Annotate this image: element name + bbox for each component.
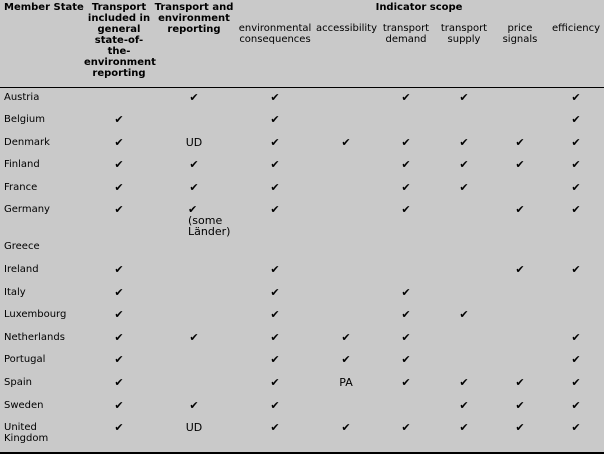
eff-cell: ✔: [571, 113, 581, 127]
transport-soe-header: Transport included in general state-of-the-environment reporting: [84, 2, 156, 79]
table-row: [0, 200, 604, 237]
dem-cell: ✔: [401, 135, 411, 149]
env-cell: ✔: [270, 135, 280, 149]
table-row: [0, 133, 604, 156]
eff-cell: ✔: [571, 330, 581, 344]
ter-cell: ✔: [189, 330, 199, 344]
member-state-cell: Denmark: [4, 136, 50, 148]
price-cell: [492, 88, 548, 111]
sup-cell: ✔: [459, 421, 469, 435]
dem-cell: ✔: [401, 421, 411, 435]
sup-cell: [436, 350, 492, 373]
eff-cell: ✔: [571, 376, 581, 390]
acc-cell: ✔: [341, 353, 351, 367]
acc-cell: [316, 260, 376, 283]
sup-cell: ✔: [459, 180, 469, 194]
ter-cell: ✔: [189, 91, 199, 104]
acc-cell: [316, 396, 376, 419]
table-row: [0, 328, 604, 351]
table-row: [0, 110, 604, 133]
dem-cell: ✔: [401, 353, 411, 367]
member-state-cell: Sweden: [4, 399, 44, 411]
eff-cell: ✔: [571, 91, 581, 104]
price-cell: [492, 283, 548, 306]
soe-cell: ✔: [114, 398, 124, 412]
table-row: [0, 305, 604, 328]
soe-cell: ✔: [114, 308, 124, 322]
env-cell: ✔: [270, 180, 280, 194]
soe-cell: [84, 237, 154, 260]
eff-cell: ✔: [571, 263, 581, 277]
member-state-cell: Netherlands: [4, 331, 65, 343]
acc-cell: [316, 155, 376, 178]
sup-cell: [436, 110, 492, 133]
env-cell: ✔: [270, 308, 280, 322]
member-state-cell: Germany: [4, 204, 50, 216]
dem-cell: ✔: [401, 180, 411, 194]
dem-cell: [376, 260, 436, 283]
table-header: [0, 0, 604, 88]
eff-cell: ✔: [571, 158, 581, 172]
ter-cell: [154, 110, 234, 133]
price-cell: [492, 178, 548, 201]
acc-cell: [316, 305, 376, 328]
env-cell: ✔: [270, 353, 280, 367]
price-cell: ✔: [515, 203, 525, 217]
env-cell: ✔: [270, 263, 280, 277]
sup-cell: [436, 237, 492, 260]
sup-cell: [436, 328, 492, 351]
price-cell: ✔: [515, 421, 525, 435]
soe-cell: ✔: [114, 263, 124, 277]
ter-cell: ✔: [189, 158, 199, 172]
member-state-header: Member State: [4, 2, 84, 13]
member-state-cell: Austria: [4, 92, 40, 103]
eff-cell: ✔: [571, 398, 581, 412]
transport-env-header: Transport and environment reporting: [154, 2, 234, 35]
ter-cell: [154, 373, 234, 396]
acc-cell: [316, 88, 376, 111]
price-cell: ✔: [515, 135, 525, 149]
acc-cell: [316, 178, 376, 201]
sup-cell: ✔: [459, 308, 469, 322]
eff-cell: ✔: [571, 203, 581, 217]
soe-cell: ✔: [114, 113, 124, 127]
member-state-cell: Greece: [4, 241, 40, 253]
env-cell: ✔: [270, 158, 280, 172]
soe-cell: ✔: [114, 285, 124, 299]
ter-cell: [154, 350, 234, 373]
soe-cell: ✔: [114, 376, 124, 390]
member-state-cell: Spain: [4, 377, 32, 389]
acc-cell: [316, 237, 376, 260]
soe-cell: ✔: [114, 135, 124, 149]
dem-cell: [376, 110, 436, 133]
ter-cell: [154, 305, 234, 328]
sup-cell: ✔: [459, 376, 469, 390]
transport-supply-header: transport supply: [440, 23, 488, 45]
price-cell: [492, 328, 548, 351]
env-cell: ✔: [270, 203, 280, 217]
ter-cell: UD: [185, 421, 203, 435]
member-state-cell: Luxembourg: [4, 309, 67, 321]
eff-cell: ✔: [571, 135, 581, 149]
ter-cell: ✔: [189, 398, 199, 412]
table-row: [0, 155, 604, 178]
sup-cell: [436, 200, 492, 237]
price-cell: ✔: [515, 376, 525, 390]
eff-cell: ✔: [571, 421, 581, 435]
env-cell: ✔: [270, 421, 280, 435]
price-cell: ✔: [515, 158, 525, 172]
acc-cell: [316, 200, 376, 237]
acc-cell: [316, 110, 376, 133]
dem-cell: [376, 237, 436, 260]
table-row: [0, 260, 604, 283]
price-cell: [492, 350, 548, 373]
soe-cell: ✔: [114, 158, 124, 172]
eff-cell: [548, 283, 604, 306]
transport-demand-header: transport demand: [382, 23, 430, 45]
acc-cell: ✔: [341, 421, 351, 435]
eff-cell: ✔: [571, 353, 581, 367]
indicator-scope-header: Indicator scope: [375, 2, 463, 13]
table-row: [0, 237, 604, 260]
table-row: [0, 283, 604, 306]
table-row: [0, 88, 604, 111]
env-cell: [234, 237, 316, 260]
price-cell: ✔: [515, 398, 525, 412]
env-cell: ✔: [270, 285, 280, 299]
eff-cell: [548, 237, 604, 260]
sup-cell: [436, 283, 492, 306]
sup-cell: ✔: [459, 135, 469, 149]
soe-cell: [84, 88, 154, 111]
env-cell: ✔: [270, 330, 280, 344]
price-cell: [492, 110, 548, 133]
member-state-cell: Belgium: [4, 114, 45, 126]
member-state-cell: Finland: [4, 159, 40, 171]
dem-cell: ✔: [401, 376, 411, 390]
soe-cell: ✔: [114, 421, 124, 435]
ter-cell: [154, 237, 234, 260]
ter-cell: UD: [185, 135, 203, 149]
acc-cell: PA: [339, 376, 353, 390]
price-cell: [492, 237, 548, 260]
efficiency-header: efficiency: [552, 23, 601, 34]
soe-cell: ✔: [114, 330, 124, 344]
dem-cell: ✔: [401, 91, 411, 104]
eff-cell: [548, 305, 604, 328]
member-state-cell: Italy: [4, 286, 26, 298]
ter-cell: ✔: [189, 180, 199, 194]
member-state-cell: United Kingdom: [4, 422, 49, 445]
dem-cell: [376, 396, 436, 419]
sup-cell: ✔: [459, 91, 469, 104]
table-row: [0, 418, 604, 453]
soe-cell: ✔: [114, 180, 124, 194]
dem-cell: ✔: [401, 330, 411, 344]
price-signals-header: price signals: [502, 23, 538, 45]
table-row: [0, 373, 604, 396]
soe-cell: ✔: [114, 203, 124, 217]
table-row: [0, 350, 604, 373]
acc-cell: ✔: [341, 135, 351, 149]
dem-cell: ✔: [401, 308, 411, 322]
table-row: [0, 178, 604, 201]
table-row: [0, 396, 604, 419]
acc-cell: [316, 283, 376, 306]
eff-cell: ✔: [571, 180, 581, 194]
env-cell: ✔: [270, 376, 280, 390]
env-cell: ✔: [270, 91, 280, 104]
price-cell: ✔: [515, 263, 525, 277]
member-state-cell: France: [4, 181, 38, 193]
table-body: [0, 88, 604, 454]
ter-cell: ✔ (some Länder): [188, 203, 231, 239]
env-cell: ✔: [270, 398, 280, 412]
member-state-cell: Ireland: [4, 264, 39, 276]
acc-cell: ✔: [341, 330, 351, 344]
member-state-cell: Portugal: [4, 354, 46, 366]
dem-cell: ✔: [401, 203, 411, 217]
ter-cell: [154, 283, 234, 306]
soe-cell: ✔: [114, 353, 124, 367]
sup-cell: [436, 260, 492, 283]
sup-cell: ✔: [459, 398, 469, 412]
accessibility-header: accessibility: [316, 23, 377, 34]
dem-cell: ✔: [401, 285, 411, 299]
ter-cell: [154, 260, 234, 283]
env-cell: ✔: [270, 113, 280, 127]
env-consequences-header: environmental consequences: [238, 23, 312, 45]
price-cell: [492, 305, 548, 328]
sup-cell: ✔: [459, 158, 469, 172]
dem-cell: ✔: [401, 158, 411, 172]
